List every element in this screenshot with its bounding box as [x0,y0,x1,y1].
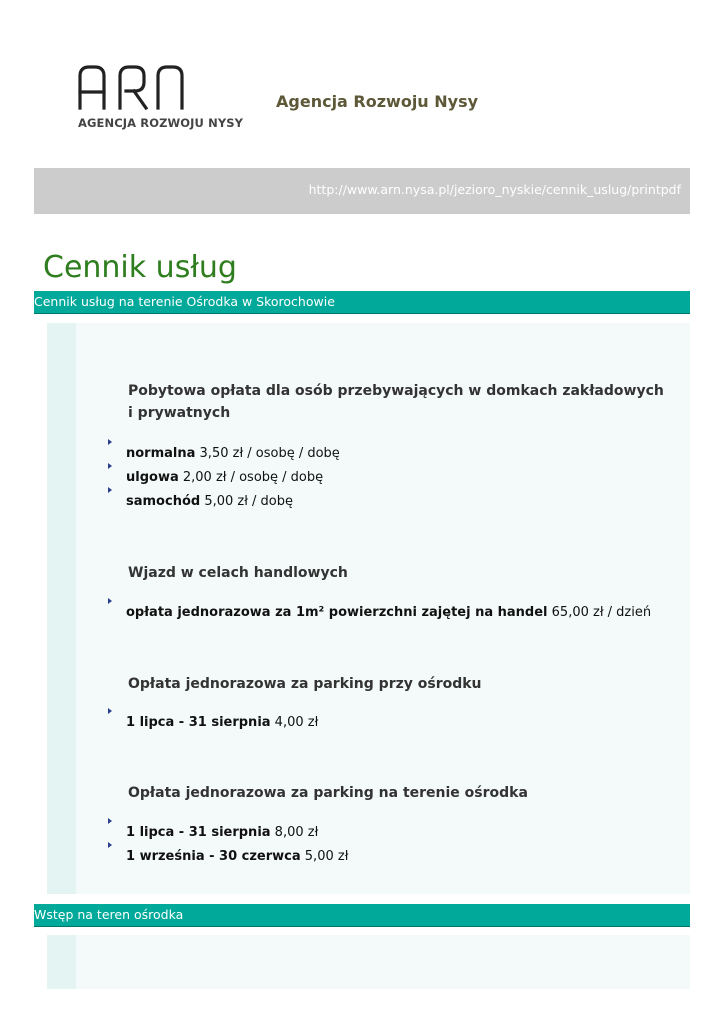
page-url[interactable]: http://www.arn.nysa.pl/jezioro_nyskie/cennik_uslug/printpdf [308,182,681,197]
agency-name[interactable]: Agencja Rozwoju Nysy [276,92,479,111]
item-value: 65,00 zł / dzień [547,605,652,620]
bullet-icon [108,598,112,604]
arn-logo [78,64,243,136]
item-label: normalna [126,446,196,461]
section-header [34,291,690,314]
item-label: 1 lipca - 31 sierpnia [126,825,271,840]
item-label: samochód [126,494,201,509]
item-label: opłata jednorazowa za 1m² powierzchni zajętej na handel [126,605,548,620]
bullet-icon [108,708,112,714]
item-label: 1 lipca - 31 sierpnia [126,715,271,730]
section-title: Wstęp na teren ośrodka [34,907,184,922]
section-header [34,904,690,927]
logo-caption: AGENCJA ROZWOJU NYSY [78,116,244,130]
item-value: 4,00 zł [270,715,319,730]
url-bar [34,168,690,214]
group-title: Opłata jednorazowa za parking przy ośrodku [128,676,482,692]
item-value: 5,00 zł [300,849,349,864]
section-title: Cennik usług na terenie Ośrodka w Skorochowie [34,294,335,309]
item-value: 3,50 zł / osobę / dobę [195,446,340,461]
item-label: 1 września - 30 czerwca [126,849,301,864]
section-content-panel [47,935,690,989]
item-label: ulgowa [126,470,179,485]
bullet-icon [108,842,112,848]
bullet-icon [108,463,112,469]
bullet-icon [108,818,112,824]
group-title: Pobytowa opłata dla osób przebywających w domkach zakładowych i prywatnych [128,383,664,421]
panel-stripe [47,323,76,894]
item-value: 8,00 zł [270,825,319,840]
bullet-icon [108,439,112,445]
item-value: 5,00 zł / dobę [200,494,294,509]
bullet-icon [108,487,112,493]
page-title: Cennik usług [43,250,237,285]
group-title: Wjazd w celach handlowych [128,565,348,581]
panel-stripe [47,935,76,989]
arn-logo-mark [78,64,188,110]
item-value: 2,00 zł / osobę / dobę [178,470,324,485]
group-title: Opłata jednorazowa za parking na terenie ośrodka [128,785,528,801]
